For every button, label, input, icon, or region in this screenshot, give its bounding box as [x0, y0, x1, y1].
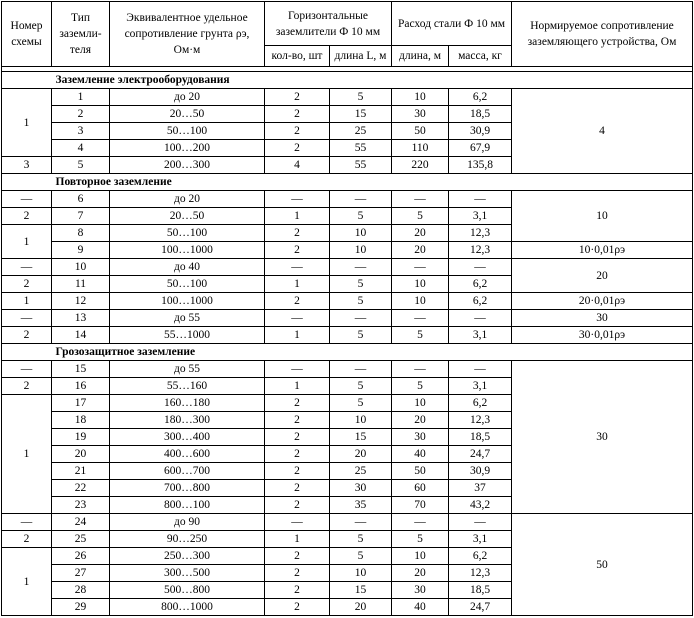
- length-l-cell: 20: [330, 446, 392, 463]
- length-cell: 20: [392, 242, 449, 259]
- resistivity-cell: 50…100: [110, 123, 265, 140]
- mass-cell: —: [449, 259, 512, 276]
- length-cell: 20: [392, 412, 449, 429]
- length-cell: 5: [392, 327, 449, 344]
- resistivity-cell: 600…700: [110, 463, 265, 480]
- mass-cell: —: [449, 361, 512, 378]
- length-cell: 5: [392, 378, 449, 395]
- type-cell: 23: [52, 497, 110, 514]
- resistivity-cell: до 20: [110, 191, 265, 208]
- type-cell: 3: [52, 123, 110, 140]
- header-count: кол-во, шт: [265, 46, 330, 67]
- resistivity-cell: 100…1000: [110, 242, 265, 259]
- mass-cell: 135,8: [449, 157, 512, 174]
- type-cell: 12: [52, 293, 110, 310]
- mass-cell: 12,3: [449, 242, 512, 259]
- resistivity-cell: 400…600: [110, 446, 265, 463]
- grounding-table: [1, 1, 693, 616]
- table-row: [2, 327, 693, 344]
- count-cell: 2: [265, 89, 330, 106]
- length-l-cell: 10: [330, 565, 392, 582]
- norm-cell: 4: [512, 89, 693, 174]
- resistivity-cell: 800…1000: [110, 599, 265, 616]
- scheme-cell: —: [2, 310, 52, 327]
- length-cell: —: [392, 310, 449, 327]
- length-cell: 10: [392, 548, 449, 565]
- length-cell: 220: [392, 157, 449, 174]
- norm-cell: 30: [512, 310, 693, 327]
- count-cell: 2: [265, 548, 330, 565]
- scheme-cell: —: [2, 514, 52, 531]
- scheme-cell: 1: [2, 89, 52, 157]
- scheme-cell: 1: [2, 225, 52, 259]
- section-blank: [2, 344, 52, 361]
- type-cell: 29: [52, 599, 110, 616]
- count-cell: 2: [265, 106, 330, 123]
- table-row: [2, 361, 693, 378]
- scheme-cell: 1: [2, 395, 52, 514]
- length-l-cell: —: [330, 361, 392, 378]
- resistivity-cell: 50…100: [110, 276, 265, 293]
- mass-cell: 3,1: [449, 531, 512, 548]
- type-cell: 24: [52, 514, 110, 531]
- resistivity-cell: 20…50: [110, 208, 265, 225]
- section-title: Повторное заземление: [52, 174, 693, 191]
- length-cell: —: [392, 361, 449, 378]
- resistivity-cell: 55…160: [110, 378, 265, 395]
- count-cell: —: [265, 361, 330, 378]
- mass-cell: 3,1: [449, 378, 512, 395]
- length-cell: 30: [392, 106, 449, 123]
- count-cell: 2: [265, 565, 330, 582]
- length-l-cell: 25: [330, 123, 392, 140]
- section-blank: [2, 72, 52, 89]
- resistivity-cell: 300…500: [110, 565, 265, 582]
- count-cell: 4: [265, 157, 330, 174]
- type-cell: 6: [52, 191, 110, 208]
- length-l-cell: 5: [330, 89, 392, 106]
- resistivity-cell: 200…300: [110, 157, 265, 174]
- count-cell: 1: [265, 531, 330, 548]
- scheme-cell: —: [2, 361, 52, 378]
- length-l-cell: 5: [330, 293, 392, 310]
- length-l-cell: 5: [330, 378, 392, 395]
- type-cell: 5: [52, 157, 110, 174]
- resistivity-cell: 100…200: [110, 140, 265, 157]
- scheme-cell: 2: [2, 208, 52, 225]
- table-row: [2, 89, 693, 106]
- header-type: Тип заземли-теля: [52, 2, 110, 67]
- norm-cell: 10: [512, 191, 693, 242]
- resistivity-cell: до 55: [110, 361, 265, 378]
- type-cell: 10: [52, 259, 110, 276]
- count-cell: 2: [265, 242, 330, 259]
- header-steel: Расход стали Ф 10 мм: [392, 2, 512, 46]
- resistivity-cell: 700…800: [110, 480, 265, 497]
- type-cell: 27: [52, 565, 110, 582]
- norm-cell: 30·0,01ρэ: [512, 327, 693, 344]
- type-cell: 2: [52, 106, 110, 123]
- length-cell: —: [392, 259, 449, 276]
- table-row: [2, 293, 693, 310]
- count-cell: 1: [265, 378, 330, 395]
- mass-cell: 43,2: [449, 497, 512, 514]
- mass-cell: 3,1: [449, 327, 512, 344]
- count-cell: 2: [265, 582, 330, 599]
- mass-cell: 24,7: [449, 599, 512, 616]
- resistivity-cell: 100…1000: [110, 293, 265, 310]
- length-l-cell: 15: [330, 582, 392, 599]
- norm-cell: 30: [512, 361, 693, 514]
- length-l-cell: 10: [330, 242, 392, 259]
- count-cell: 2: [265, 140, 330, 157]
- type-cell: 15: [52, 361, 110, 378]
- norm-cell: 10·0,01ρэ: [512, 242, 693, 259]
- norm-cell: 20·0,01ρэ: [512, 293, 693, 310]
- count-cell: 2: [265, 429, 330, 446]
- length-cell: 10: [392, 293, 449, 310]
- mass-cell: 18,5: [449, 106, 512, 123]
- length-cell: 10: [392, 395, 449, 412]
- mass-cell: 12,3: [449, 412, 512, 429]
- type-cell: 28: [52, 582, 110, 599]
- length-cell: 110: [392, 140, 449, 157]
- table-row: [2, 191, 693, 208]
- scheme-cell: 3: [2, 157, 52, 174]
- type-cell: 11: [52, 276, 110, 293]
- mass-cell: 37: [449, 480, 512, 497]
- resistivity-cell: 800…100: [110, 497, 265, 514]
- length-l-cell: —: [330, 259, 392, 276]
- mass-cell: 6,2: [449, 89, 512, 106]
- table-row: [2, 259, 693, 276]
- type-cell: 13: [52, 310, 110, 327]
- type-cell: 26: [52, 548, 110, 565]
- section-title: Грозозащитное заземление: [52, 344, 693, 361]
- norm-cell: 50: [512, 514, 693, 616]
- length-cell: 30: [392, 582, 449, 599]
- count-cell: 2: [265, 293, 330, 310]
- scheme-cell: 2: [2, 531, 52, 548]
- length-cell: 50: [392, 123, 449, 140]
- type-cell: 8: [52, 225, 110, 242]
- scheme-cell: 1: [2, 293, 52, 310]
- length-cell: 5: [392, 208, 449, 225]
- mass-cell: —: [449, 310, 512, 327]
- table-row: [2, 310, 693, 327]
- header-length-l: длина L, м: [330, 46, 392, 67]
- count-cell: —: [265, 514, 330, 531]
- mass-cell: 3,1: [449, 208, 512, 225]
- length-cell: 20: [392, 225, 449, 242]
- mass-cell: 67,9: [449, 140, 512, 157]
- resistivity-cell: 90…250: [110, 531, 265, 548]
- resistivity-cell: до 40: [110, 259, 265, 276]
- resistivity-cell: 300…400: [110, 429, 265, 446]
- length-cell: 30: [392, 429, 449, 446]
- section-blank: [2, 174, 52, 191]
- mass-cell: 18,5: [449, 582, 512, 599]
- length-cell: 40: [392, 446, 449, 463]
- scheme-cell: 2: [2, 276, 52, 293]
- length-l-cell: 5: [330, 327, 392, 344]
- mass-cell: 12,3: [449, 565, 512, 582]
- length-cell: 10: [392, 276, 449, 293]
- mass-cell: —: [449, 191, 512, 208]
- resistivity-cell: 55…1000: [110, 327, 265, 344]
- type-cell: 19: [52, 429, 110, 446]
- mass-cell: 18,5: [449, 429, 512, 446]
- type-cell: 7: [52, 208, 110, 225]
- scheme-cell: 1: [2, 548, 52, 616]
- type-cell: 14: [52, 327, 110, 344]
- norm-cell: 20: [512, 259, 693, 293]
- count-cell: 1: [265, 327, 330, 344]
- length-l-cell: 5: [330, 548, 392, 565]
- mass-cell: 12,3: [449, 225, 512, 242]
- length-l-cell: 5: [330, 208, 392, 225]
- type-cell: 1: [52, 89, 110, 106]
- type-cell: 25: [52, 531, 110, 548]
- length-cell: 10: [392, 89, 449, 106]
- count-cell: 2: [265, 412, 330, 429]
- resistivity-cell: до 20: [110, 89, 265, 106]
- length-l-cell: 55: [330, 140, 392, 157]
- count-cell: 2: [265, 599, 330, 616]
- type-cell: 18: [52, 412, 110, 429]
- mass-cell: 24,7: [449, 446, 512, 463]
- length-l-cell: —: [330, 310, 392, 327]
- count-cell: —: [265, 259, 330, 276]
- type-cell: 4: [52, 140, 110, 157]
- length-l-cell: 5: [330, 531, 392, 548]
- section-title: Заземление электрооборудования: [52, 72, 693, 89]
- mass-cell: 30,9: [449, 123, 512, 140]
- length-cell: —: [392, 191, 449, 208]
- count-cell: 2: [265, 463, 330, 480]
- length-cell: 50: [392, 463, 449, 480]
- length-l-cell: 35: [330, 497, 392, 514]
- scheme-cell: 2: [2, 327, 52, 344]
- type-cell: 9: [52, 242, 110, 259]
- header-norm: Нормируемое сопротивление заземляющего устройства, Ом: [512, 2, 693, 67]
- length-l-cell: 10: [330, 225, 392, 242]
- mass-cell: 6,2: [449, 293, 512, 310]
- length-l-cell: 20: [330, 599, 392, 616]
- scheme-cell: —: [2, 191, 52, 208]
- length-l-cell: 5: [330, 395, 392, 412]
- type-cell: 20: [52, 446, 110, 463]
- resistivity-cell: 160…180: [110, 395, 265, 412]
- scheme-cell: —: [2, 259, 52, 276]
- count-cell: 1: [265, 276, 330, 293]
- length-l-cell: 30: [330, 480, 392, 497]
- resistivity-cell: 250…300: [110, 548, 265, 565]
- mass-cell: 30,9: [449, 463, 512, 480]
- mass-cell: 6,2: [449, 395, 512, 412]
- length-l-cell: 25: [330, 463, 392, 480]
- mass-cell: —: [449, 514, 512, 531]
- length-l-cell: 55: [330, 157, 392, 174]
- scheme-cell: 2: [2, 378, 52, 395]
- length-l-cell: 10: [330, 412, 392, 429]
- header-resistivity: Эквивалентное удельное сопротивление грунта ρэ, Ом·м: [110, 2, 265, 67]
- count-cell: —: [265, 191, 330, 208]
- resistivity-cell: 500…800: [110, 582, 265, 599]
- resistivity-cell: 20…50: [110, 106, 265, 123]
- mass-cell: 6,2: [449, 276, 512, 293]
- header-horizontal: Горизонтальные заземлители Ф 10 мм: [265, 2, 392, 46]
- resistivity-cell: 180…300: [110, 412, 265, 429]
- table-row: [2, 514, 693, 531]
- length-l-cell: 5: [330, 276, 392, 293]
- length-cell: 40: [392, 599, 449, 616]
- length-cell: 60: [392, 480, 449, 497]
- count-cell: 2: [265, 446, 330, 463]
- resistivity-cell: до 90: [110, 514, 265, 531]
- length-cell: 5: [392, 531, 449, 548]
- length-cell: 20: [392, 565, 449, 582]
- resistivity-cell: до 55: [110, 310, 265, 327]
- type-cell: 16: [52, 378, 110, 395]
- length-l-cell: —: [330, 191, 392, 208]
- count-cell: 1: [265, 208, 330, 225]
- count-cell: —: [265, 310, 330, 327]
- type-cell: 17: [52, 395, 110, 412]
- length-l-cell: 15: [330, 106, 392, 123]
- header-length: длина, м: [392, 46, 449, 67]
- header-mass: масса, кг: [449, 46, 512, 67]
- mass-cell: 6,2: [449, 548, 512, 565]
- count-cell: 2: [265, 395, 330, 412]
- header-scheme: Номер схемы: [2, 2, 52, 67]
- count-cell: 2: [265, 480, 330, 497]
- count-cell: 2: [265, 123, 330, 140]
- type-cell: 22: [52, 480, 110, 497]
- count-cell: 2: [265, 497, 330, 514]
- length-l-cell: 15: [330, 429, 392, 446]
- resistivity-cell: 50…100: [110, 225, 265, 242]
- length-l-cell: —: [330, 514, 392, 531]
- type-cell: 21: [52, 463, 110, 480]
- table-row: [2, 242, 693, 259]
- length-cell: 70: [392, 497, 449, 514]
- length-cell: —: [392, 514, 449, 531]
- count-cell: 2: [265, 225, 330, 242]
